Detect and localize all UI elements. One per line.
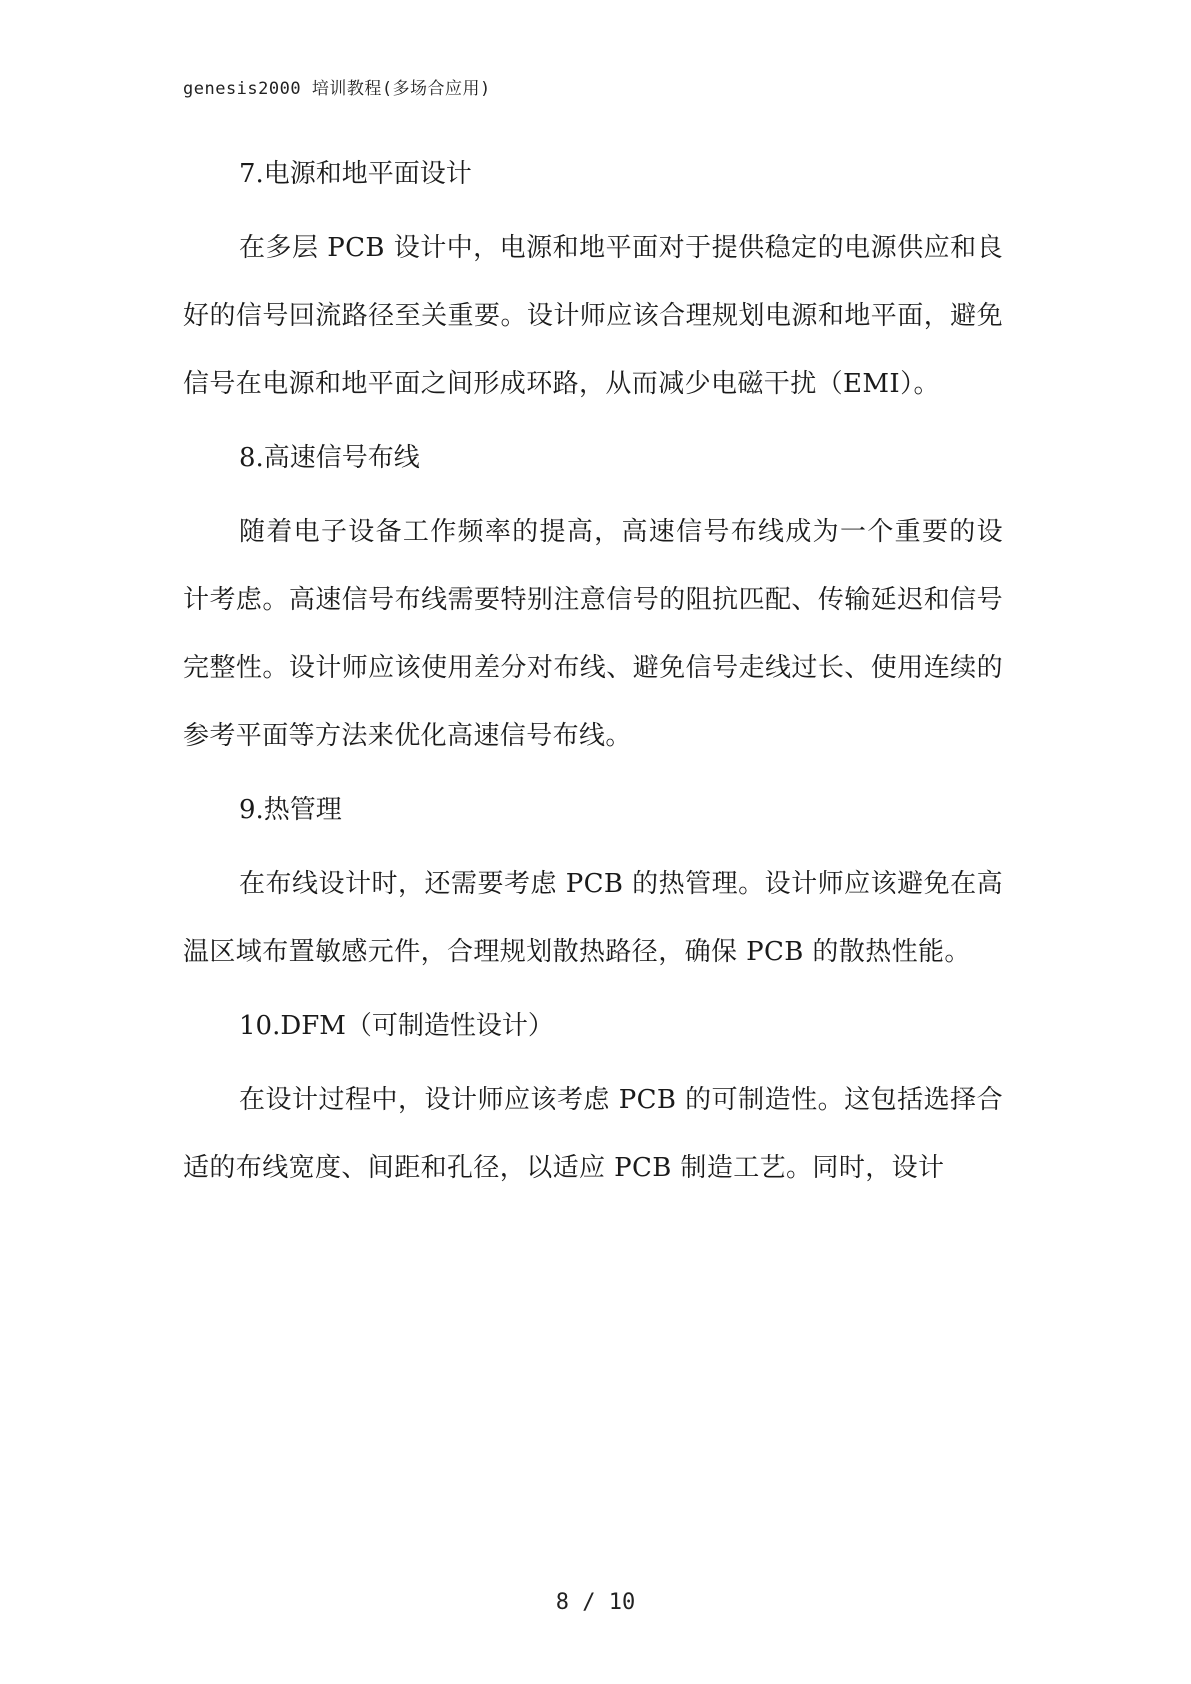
section-body-thermal: 在布线设计时，还需要考虑 PCB 的热管理。设计师应该避免在高温区域布置敏感元件，合理规划散热路径，确保 PCB 的散热性能。 <box>183 869 1003 967</box>
page-header: genesis2000 培训教程(多场合应用) <box>183 79 491 99</box>
section-heading-thermal: 9.热管理 <box>239 795 342 825</box>
section-body-high-speed: 随着电子设备工作频率的提高，高速信号布线成为一个重要的设计考虑。高速信号布线需要特别注意信号的阻抗匹配、传输延迟和信号完整性。设计师应该使用差分对布线、避免信号走线过长、使用连续的参考平面等方法来优化高速信号布线。 <box>183 517 1003 751</box>
section-body-power-ground: 在多层 PCB 设计中，电源和地平面对于提供稳定的电源供应和良好的信号回流路径至关重要。设计师应该合理规划电源和地平面，避免信号在电源和地平面之间形成环路，从而减少电磁干扰（EMI）。 <box>183 233 1003 399</box>
section-heading-power-ground: 7.电源和地平面设计 <box>239 159 472 189</box>
document-body <box>183 140 1003 1208</box>
section-body-dfm: 在设计过程中，设计师应该考虑 PCB 的可制造性。这包括选择合适的布线宽度、间距和孔径，以适应 PCB 制造工艺。同时，设计 <box>183 1085 1003 1183</box>
page-number: 8 / 10 <box>555 1590 636 1615</box>
section-heading-dfm: 10.DFM（可制造性设计） <box>239 1011 554 1041</box>
section-heading-high-speed: 8.高速信号布线 <box>239 443 420 473</box>
